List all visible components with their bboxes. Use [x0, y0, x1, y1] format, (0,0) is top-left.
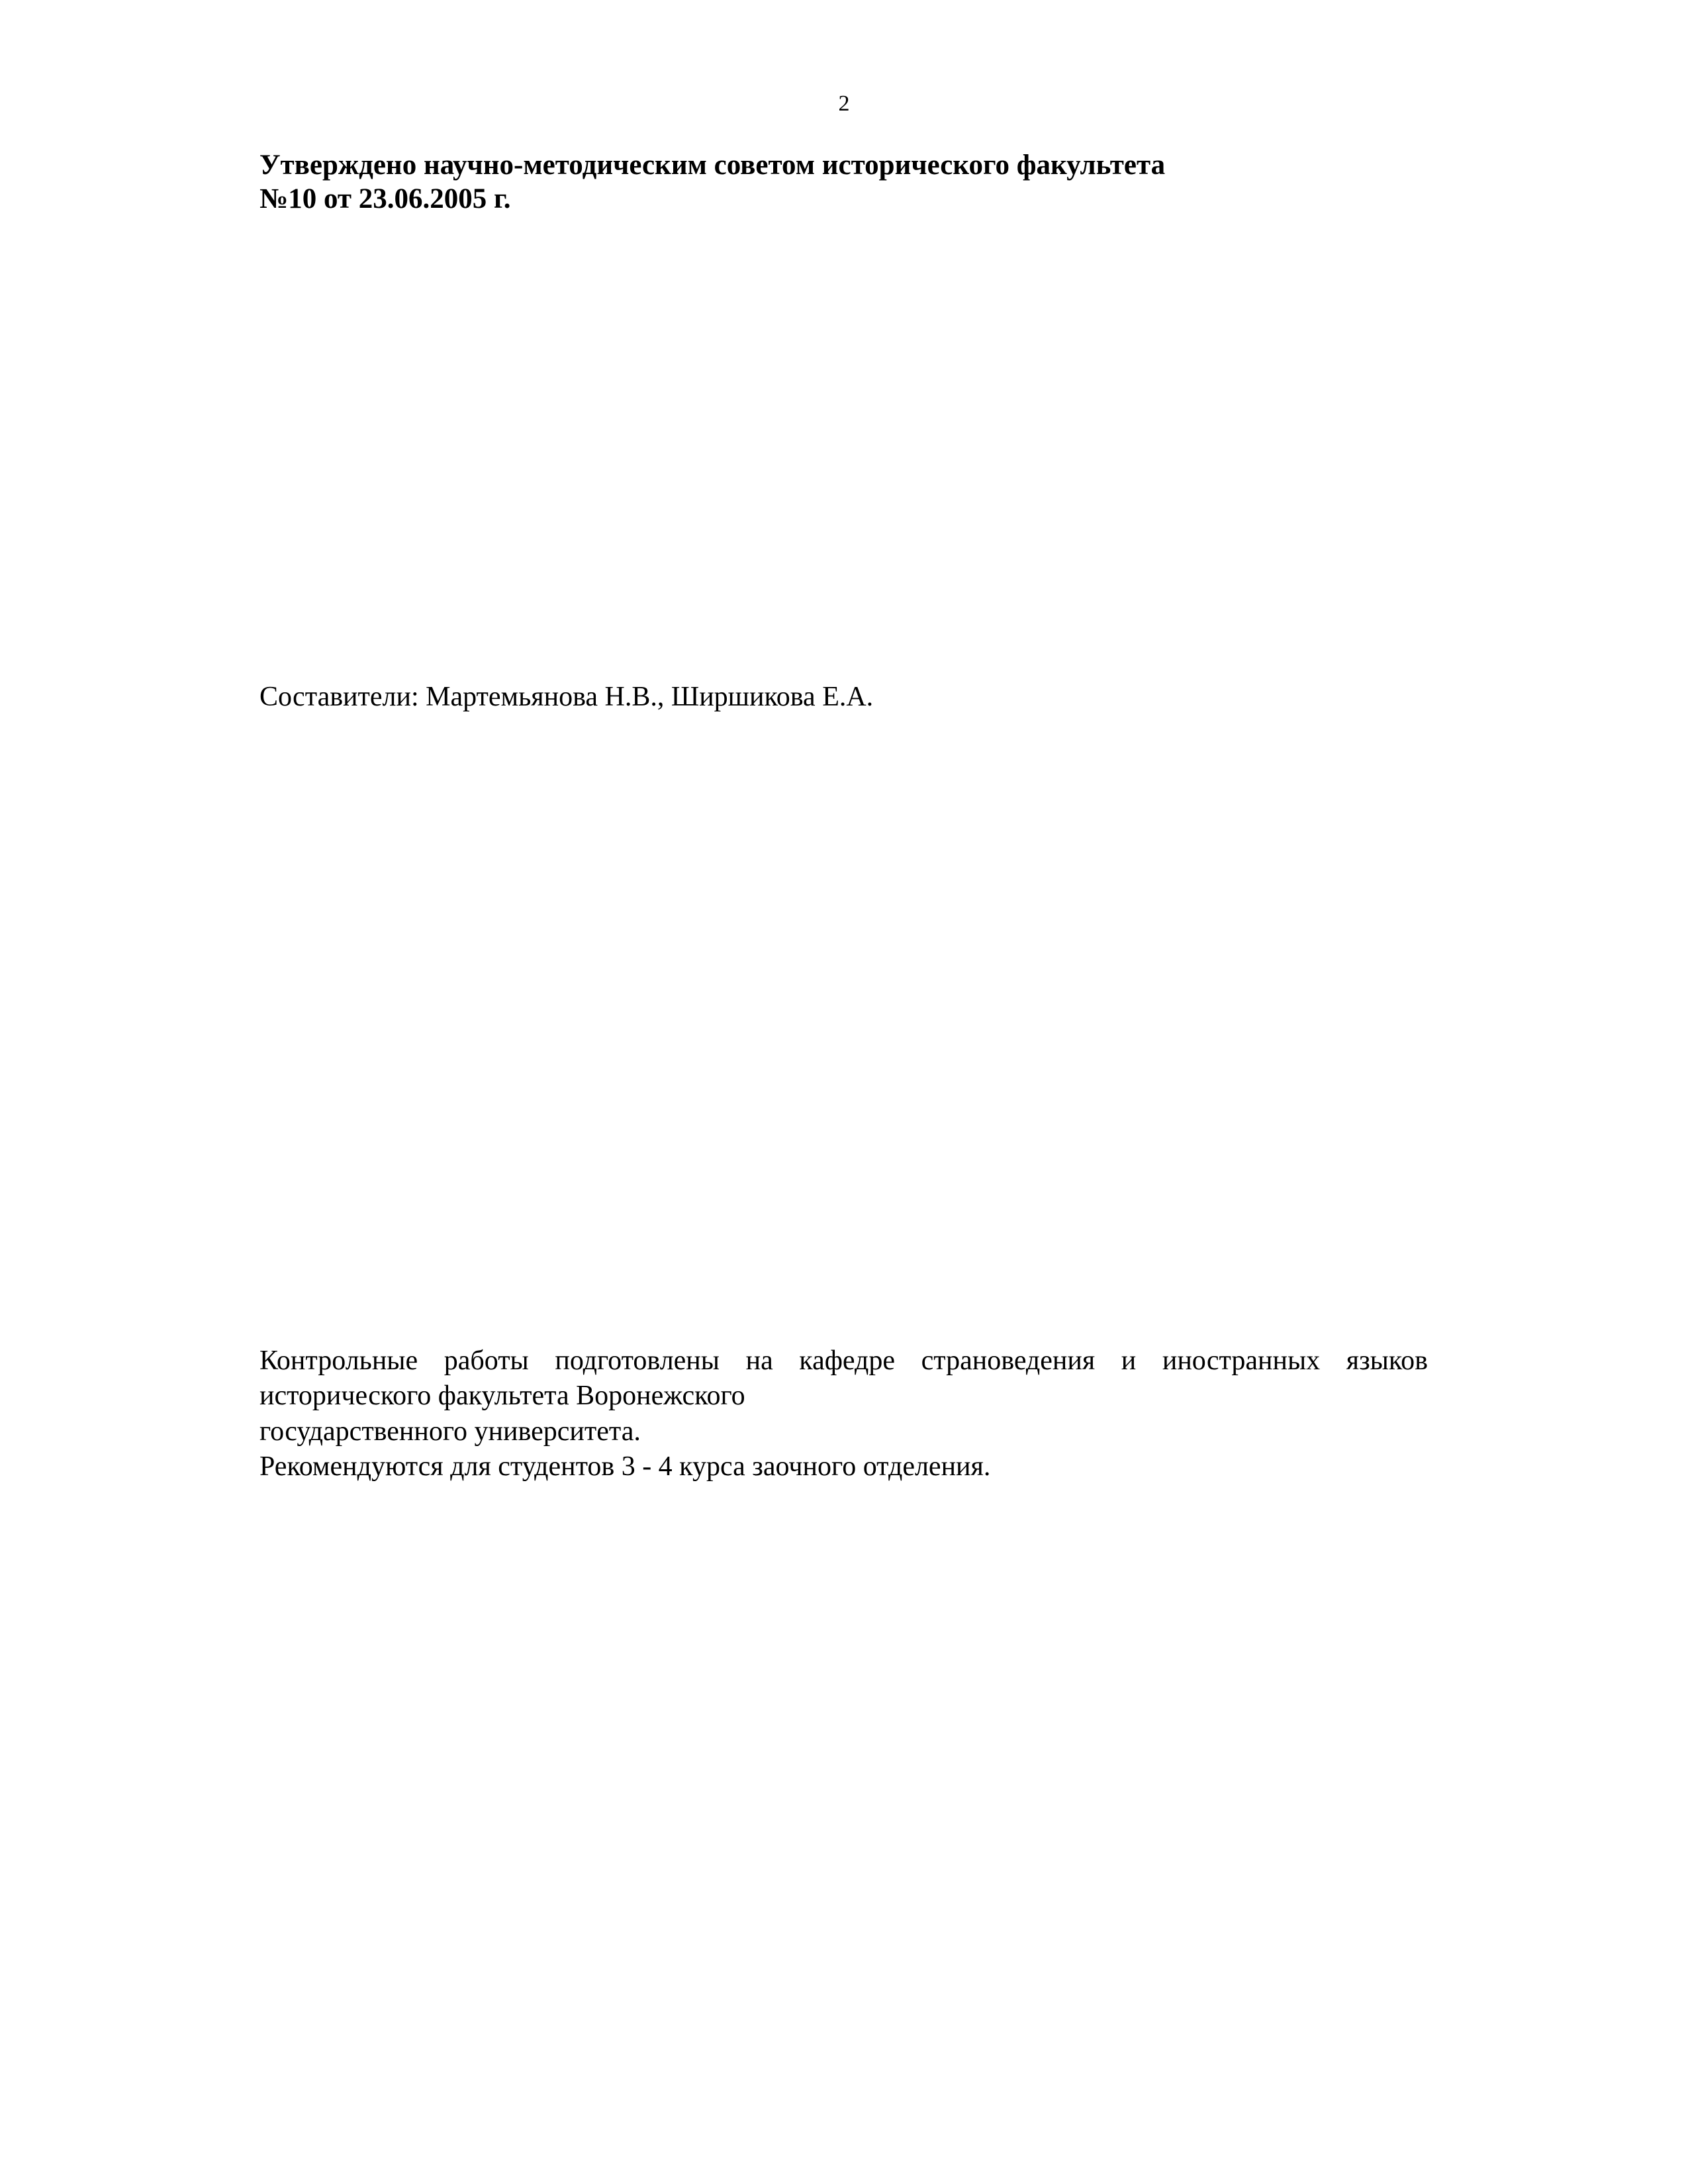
page-number: 2 — [838, 91, 850, 116]
approval-line-1: Утверждено научно-методическим советом исторического факультета — [259, 150, 1166, 181]
note-paragraph-1-tail: государственного университета. — [259, 1416, 641, 1447]
approval-line-2: №10 от 23.06.2005 г. — [259, 183, 511, 214]
approval-block — [259, 149, 1428, 216]
note-paragraph-2: Рекомендуются для студентов 3 - 4 курса заочного отделения. — [259, 1451, 991, 1482]
compilers-line: Составители: Мартемьянова Н.В., Ширшикова Е.А. — [259, 682, 874, 712]
approval-paragraph — [259, 149, 1428, 216]
note-paragraph-1-head: Контрольные работы подготовлены на кафедре страноведения и иностранных языков исторического факультета Воронежского — [259, 1345, 1428, 1412]
note-paragraph-1 — [259, 1343, 1428, 1449]
note-block — [259, 1343, 1428, 1484]
